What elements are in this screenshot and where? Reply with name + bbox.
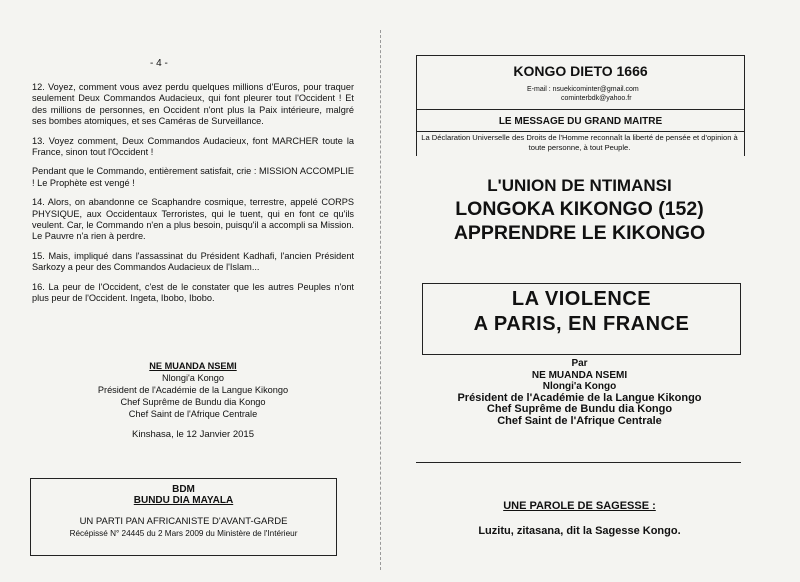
author-block [416, 358, 743, 427]
by-label: Par [571, 358, 588, 369]
parole-heading: UNE PAROLE DE SAGESSE : [503, 500, 656, 512]
signature-line3: Chef Suprême de Bundu dia Kongo [120, 397, 266, 407]
email-line-2: cominterbdk@yahoo.fr [561, 95, 632, 102]
author-line-3: Chef Suprême de Bundu dia Kongo [486, 403, 673, 415]
bdm-name: BUNDU DIA MAYALA [133, 495, 234, 506]
author-line-4: Chef Saint de l'Afrique Centrale [497, 414, 662, 427]
paragraph-13: 13. Voyez comment, Deux Commandos Audacieux, font MARCHER toute la France, sinon tout l'Occident ! [32, 135, 354, 158]
longoka-heading: LONGOKA KIKONGO (152) [455, 198, 704, 220]
apprendre-heading: APPRENDRE LE KIKONGO [453, 222, 706, 244]
paragraph-14: 14. Alors, on abandonne ce Scaphandre cosmique, terrestre, appelé CORPS PHYSIQUE, aux Occidentaux Terroristes, qui le tuent, qui en font ce qu'ils veulent. Car, le Commando n'en a plus besoin, puisqu'il a accompli sa Mission. Le Pauvre n'a rien à perdre. [32, 197, 354, 242]
author-name: NE MUANDA NSEMI [531, 369, 628, 381]
signature-line4: Chef Saint de l'Afrique Centrale [128, 409, 258, 419]
paragraph-16: 16. La peur de l'Occident, c'est de le constater que les autres Peuples n'ont plus peur de l'Occident. Ingeta, Ibobo, Ibobo. [32, 281, 354, 304]
paragraph-12: 12. Voyez, comment vous avez perdu quelques millions d'Euros, pour traquer seulement Deux Commandos Audacieux, qui font pleurer tout l'Occident ! Et des millions de personnes, en Occident n'ont plus la Paix intérieure, malgré ses bombes atomiques, et ses Caméras de Surveillance. [32, 82, 354, 127]
bdm-tagline: UN PARTI PAN AFRICANISTE D'AVANT-GARDE [79, 516, 288, 527]
author-line-2: Président de l'Académie de la Langue Kikongo [457, 391, 702, 404]
parole-text: Luzitu, zitasana, dit la Sagesse Kongo. [478, 525, 681, 537]
header-emails [527, 85, 639, 103]
signature-line1: Nlongi'a Kongo [161, 373, 225, 383]
signature-date: Kinshasa, le 12 Janvier 2015 [132, 429, 254, 440]
signature-line2: Président de l'Académie de la Langue Kikongo [97, 385, 289, 395]
header-rule-bottom [417, 131, 744, 132]
header-title: KONGO DIETO 1666 [513, 63, 648, 79]
left-signature [32, 360, 354, 420]
declaration-text: La Déclaration Universelle des Droits de l'Homme reconnaît la liberté de pensée et d'opinion à toute personne, à tout Peuple. [421, 133, 738, 152]
title-box [422, 283, 741, 355]
page-number: - 4 - [150, 58, 168, 69]
title-line-1: LA VIOLENCE [511, 288, 652, 310]
section-separator [416, 462, 741, 463]
left-column [32, 82, 354, 313]
email-line-1: E-mail : nsuekicominter@gmail.com [527, 86, 639, 93]
bdm-acronym: BDM [172, 484, 195, 495]
author-line-1: Nlongi'a Kongo [542, 381, 617, 392]
signature-name: NE MUANDA NSEMI [149, 361, 237, 371]
bdm-receipt: Récépissé N° 24445 du 2 Mars 2009 du Ministère de l'Intérieur [69, 529, 298, 538]
header-rule-top [417, 109, 744, 110]
bdm-box [30, 478, 337, 556]
paragraph-15: 15. Mais, impliqué dans l'assassinat du Président Kadhafi, l'ancien Président Sarkozy a peur des Commandos Audacieux de l'Islam... [32, 250, 354, 273]
paragraph-pendant: Pendant que le Commando, entièrement satisfait, crie : MISSION ACCOMPLIE ! Le Prophète est vengé ! [32, 166, 354, 188]
title-line-2: A PARIS, EN FRANCE [473, 313, 690, 335]
page-fold-divider [380, 30, 381, 570]
union-heading: L'UNION DE NTIMANSI [487, 176, 672, 195]
message-heading: LE MESSAGE DU GRAND MAITRE [498, 116, 663, 127]
